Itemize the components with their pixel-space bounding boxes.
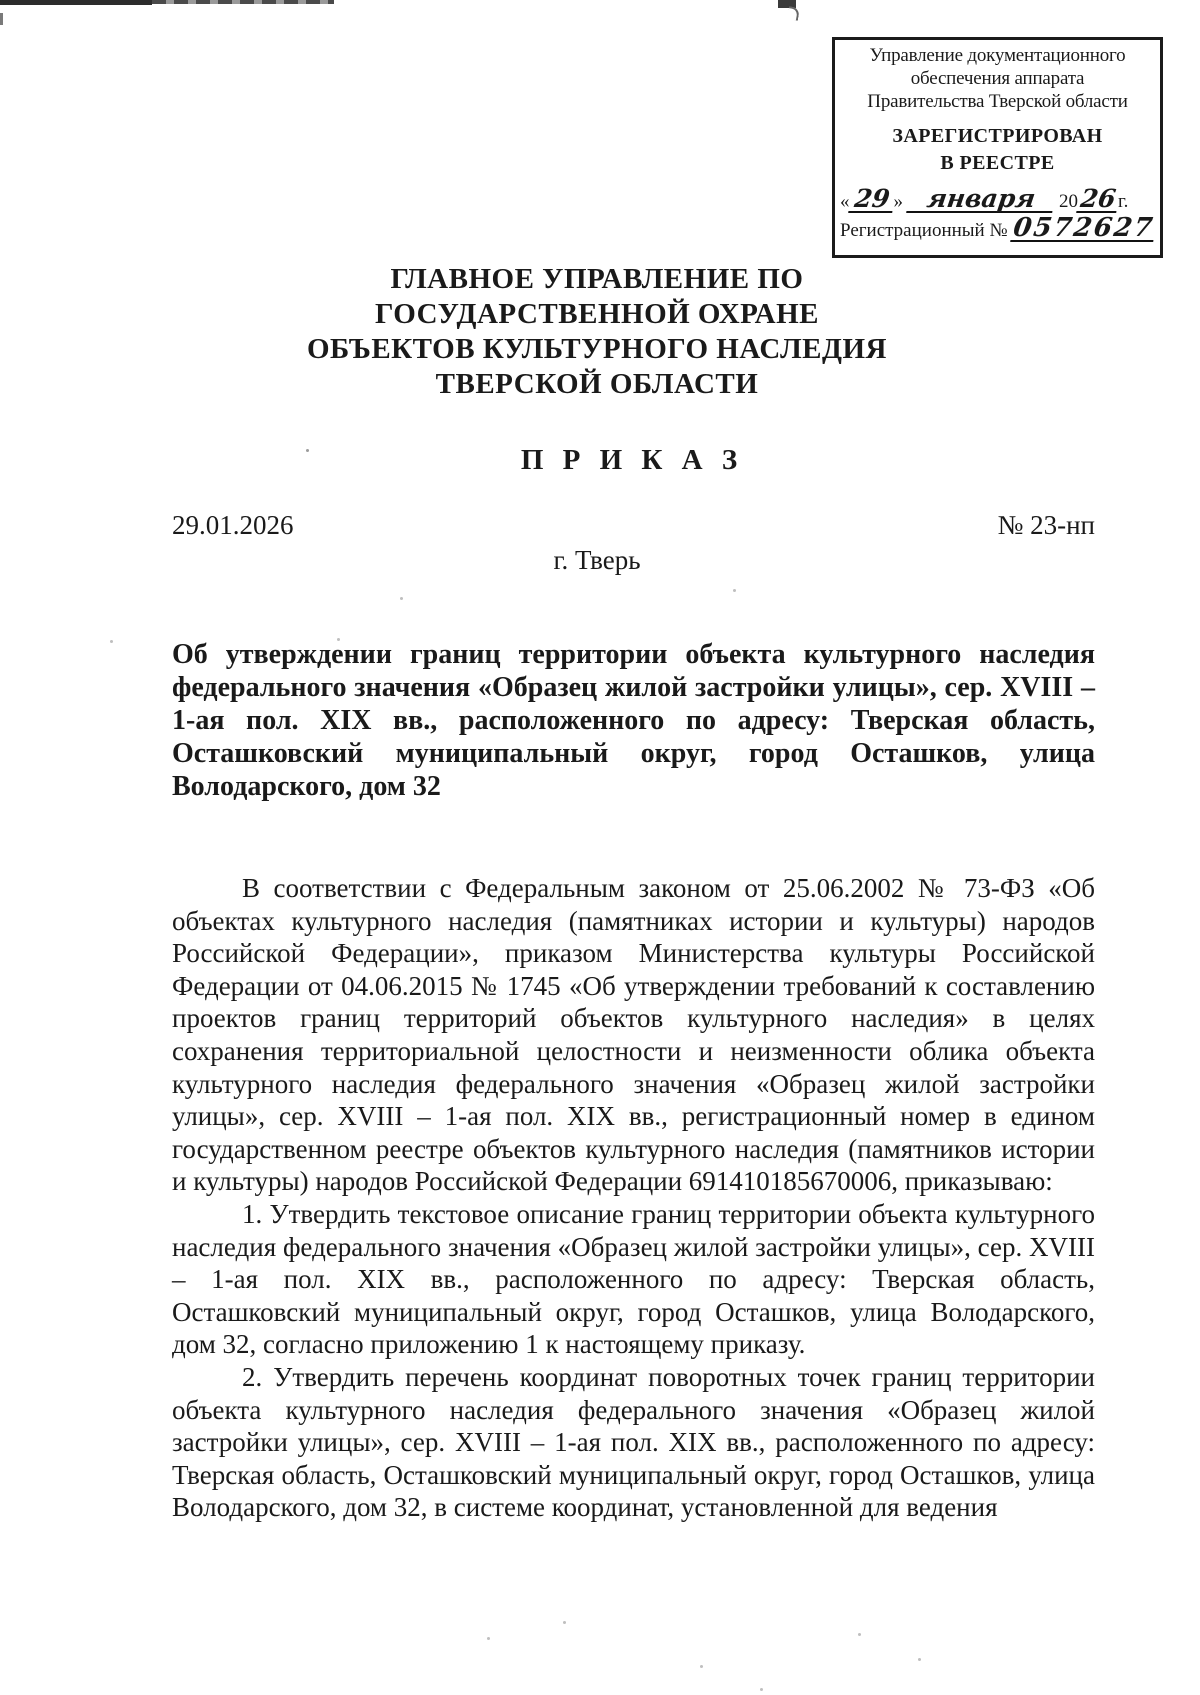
org-name-line: ГОСУДАРСТВЕННОЙ ОХРАНЕ bbox=[374, 298, 820, 330]
scan-speck bbox=[733, 589, 736, 592]
stamp-department bbox=[840, 44, 1155, 113]
document-city: г. Тверь bbox=[553, 545, 641, 575]
stamp-registered-line: В РЕЕСТРЕ bbox=[940, 152, 1055, 174]
stamp-registered-label bbox=[840, 123, 1155, 177]
scan-speck bbox=[563, 1621, 566, 1624]
stamp-reg-number-line bbox=[840, 213, 1156, 243]
scan-speck bbox=[400, 597, 403, 600]
open-quote: « bbox=[840, 191, 850, 212]
stamp-department-line: Правительства Тверской области bbox=[867, 91, 1128, 112]
org-name bbox=[172, 262, 1022, 402]
subject-paragraph: Об утверждении границ территории объекта культурного наследия федерального значения «Образец жилой застройки улицы», сер. XVIII – 1-ая пол. XIX вв., расположенного по адресу: Тверская область, Осташковский муниципальный округ, город Осташков, улица Володарского, дом 32 bbox=[172, 639, 1095, 802]
order-item-1: 1. Утвердить текстовое описание границ территории объекта культурного наследия федерального значения «Образец жилой застройки улицы», сер. XVIII – 1-ая пол. XIX вв., расположенного по адресу: Тверская область, Осташковский муниципальный округ, город Осташков, улица Володарского, дом 32, согласно приложению 1 к настоящему приказу. bbox=[172, 1198, 1095, 1360]
year-suffix: г. bbox=[1118, 191, 1129, 212]
scan-artifact-squiggle bbox=[787, 6, 800, 21]
close-quote: » bbox=[893, 191, 903, 212]
registration-stamp bbox=[832, 37, 1163, 258]
date-number-row bbox=[172, 510, 1095, 541]
stamp-date-line bbox=[840, 184, 1155, 213]
handwritten-reg-number: 0572627 bbox=[1011, 213, 1156, 243]
stamp-department-line: обеспечения аппарата bbox=[910, 68, 1085, 89]
order-item-2: 2. Утвердить перечень координат поворотных точек границ территории объекта культурного наследия федерального значения «Образец жилой застройки улицы», сер. XVIII – 1-ая пол. XIX вв., расположенного по адресу: Тверская область, Осташковский муниципальный округ, город Осташков, улица Володарского, дом 32, в системе координат, установленной для ведения bbox=[172, 1361, 1095, 1523]
org-name-line: ТВЕРСКОЙ ОБЛАСТИ bbox=[435, 368, 759, 400]
year-prefix: 20 bbox=[1059, 191, 1078, 212]
scan-speck bbox=[700, 1665, 703, 1668]
handwritten-year: 26 bbox=[1076, 187, 1120, 213]
reg-number-label: Регистрационный № bbox=[840, 220, 1008, 241]
document-number: № 23-нп bbox=[997, 510, 1095, 540]
scan-speck bbox=[487, 1637, 490, 1640]
document-type: П Р И К А З bbox=[520, 444, 744, 476]
org-name-line: ГЛАВНОЕ УПРАВЛЕНИЕ ПО bbox=[390, 263, 804, 295]
org-name-line: ОБЪЕКТОВ КУЛЬТУРНОГО НАСЛЕДИЯ bbox=[307, 333, 887, 365]
scan-speck bbox=[858, 1633, 861, 1636]
scan-artifact-left-edge bbox=[0, 13, 3, 25]
intro-paragraph: В соответствии с Федеральным законом от 25.06.2002 № 73-ФЗ «Об объектах культурного наследия (памятниках истории и культуры) народов Российской Федерации», приказом Министерства культуры Российской Федерации от 04.06.2015 № 1745 «Об утверждении требований к составлению проектов границ территорий объектов культурного наследия» в целях сохранения территориальной целостности и неизменности облика объекта культурного наследия федерального значения «Образец жилой застройки улицы», сер. XVIII – 1-ая пол. XIX вв., регистрационный номер в едином государственном реестре объектов культурного наследия (памятников истории и культуры) народов Российской Федерации 691410185670006, приказываю: bbox=[172, 873, 1095, 1197]
handwritten-month: января bbox=[906, 187, 1056, 213]
scan-artifact-top-strip-dashed bbox=[152, 0, 334, 4]
scan-artifact-top-strip bbox=[0, 0, 152, 5]
handwritten-day: 29 bbox=[848, 187, 896, 213]
scan-speck bbox=[110, 640, 113, 643]
scan-speck bbox=[760, 1688, 763, 1691]
stamp-department-line: Управление документационного bbox=[869, 45, 1126, 66]
body-text bbox=[172, 872, 1095, 1524]
scan-speck bbox=[918, 1658, 921, 1661]
stamp-registered-line: ЗАРЕГИСТРИРОВАН bbox=[892, 125, 1103, 147]
document-date: 29.01.2026 bbox=[172, 510, 294, 540]
